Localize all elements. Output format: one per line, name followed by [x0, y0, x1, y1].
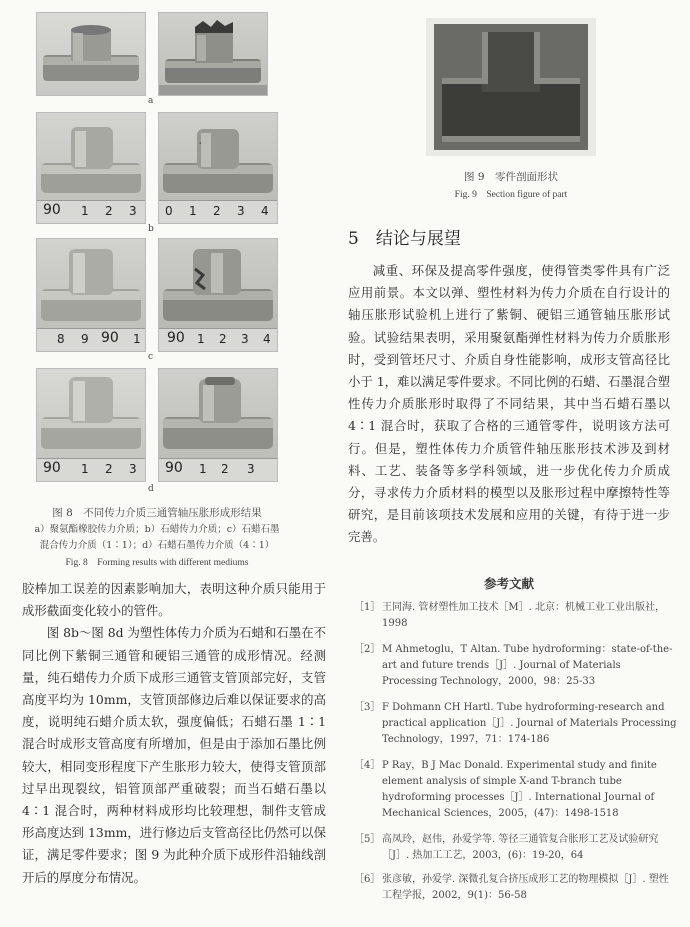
reference-number: ［5］ [354, 834, 381, 845]
ruler [159, 458, 277, 481]
reference-item-6 [354, 872, 674, 906]
ruler-tick-label: 1 [133, 332, 141, 346]
fig8a-left-photo [36, 12, 146, 96]
ruler [159, 328, 277, 351]
reference-item-4 [354, 758, 674, 824]
ruler-tick-label: 1 [189, 204, 197, 218]
ruler-tick-label: 0 [165, 204, 173, 218]
ruler-tick-label: 2 [213, 204, 221, 218]
fig8-sublabel-a: a [148, 96, 154, 106]
reference-number: ［6］ [354, 874, 381, 885]
fig8d-right-photo [158, 368, 278, 482]
reference-item-2 [354, 642, 674, 692]
fig8b-right-photo [158, 112, 278, 224]
fig8b-left-photo [36, 112, 146, 224]
tee-section-image [426, 18, 596, 156]
ruler-tick-label: 3 [247, 462, 255, 476]
reference-number: ［4］ [354, 760, 381, 771]
ruler-tick-label: 90 [101, 330, 119, 346]
ruler-tick-label: 8 [57, 332, 65, 346]
ruler-tick-label: 1 [199, 462, 207, 476]
reference-number: ［2］ [354, 644, 381, 655]
reference-item-1 [354, 600, 674, 634]
ruler-tick-label: 3 [241, 332, 249, 346]
ruler-tick-label: 2 [219, 332, 227, 346]
reference-text: P Ray，B J Mac Donald. Experimental study and finite element analysis of simple X-and T-branch tube hydroforming processes［J］. International Journal of Mechanical Sciences，2005，(47)：1498-1518 [382, 760, 657, 819]
section-5-title: 5 结论与展望 [348, 229, 461, 249]
fig8-caption-cn: 图 8 不同传力介质三通管轴压胀形成形结果 [52, 507, 262, 519]
conclusion-paragraph: 减重、环保及提高零件强度，使得管类零件具有广泛应用前景。本文以弹、塑性材料为传力介质在自行设计的轴压胀形试验机上进行了紫铜、硬铝三通管轴压胀形试验。试验结果表明，采用聚氨酯弹性材料为传力介质胀形时，受到管坯尺寸、介质自身性能影响，成形支管高径比小于 1，难以满足零件要求。不同比例的石蜡、石墨混合塑性传力介质胀形时取得了不同结果，其中当石蜡石墨以 4∶1 混合时，获取了合格的三通管零件，说明该方法可行。但是，塑性体传力介质管件轴压胀形技术涉及到材料、工艺、装备等多学科领域，进一步优化传力介质成分，寻求传力介质材料的模型以及胀形过程中摩擦特性等研究，是目前该项技术发展和应用的关键，有待于进一步完善。 [348, 263, 670, 545]
ruler-tick-label: 4 [263, 332, 271, 346]
reference-text: F Dohmann CH Hartl. Tube hydroforming-research and practical application［J］. Journal of Materials Processing Technology，1997，71：174-186 [382, 702, 677, 745]
reference-text: M Ahmetoglu，T Altan. Tube hydroforming：state-of-the-art and future trends［J］. Journal of Materials Processing Technology，2000，98：25-33 [382, 644, 673, 687]
fig8c-right-photo [158, 238, 278, 352]
fig8-caption-detail-2: 混合传力介质（1∶1）；d）石蜡石墨传力介质（4∶1） [39, 540, 275, 551]
ruler-tick-label: 90 [43, 460, 61, 476]
ruler-tick-label: 90 [43, 202, 61, 218]
reference-number: ［1］ [354, 602, 381, 613]
section-5-paragraph [348, 260, 670, 549]
fig8-caption-en: Fig. 8 Forming results with different mediums [65, 558, 249, 568]
ruler-tick-label: 3 [129, 462, 137, 476]
ruler-tick-label: 1 [81, 204, 89, 218]
ruler-tick-label: 3 [129, 204, 137, 218]
ruler-tick-label: 1 [197, 332, 205, 346]
reference-item-5 [354, 832, 674, 866]
references-heading: 参考文献 [483, 576, 534, 591]
reference-text: 高凤玲，赵伟，孙爱学等. 等径三通管复合胀形工艺及试验研究［J］. 热加工工艺，2003，(6)：19-20，64 [382, 834, 659, 861]
ruler [37, 458, 145, 481]
fig9-caption-en: Fig. 9 Section figure of part [454, 190, 568, 200]
ruler-tick-label: 4 [261, 204, 269, 218]
ruler [159, 200, 277, 223]
fig8a-right-photo [158, 12, 268, 96]
fig9-caption-cn: 图 9 零件剖面形状 [463, 171, 559, 183]
tee-pipe-image [159, 13, 267, 95]
ruler-tick-label: 9 [81, 332, 89, 346]
ruler-tick-label: 2 [221, 462, 229, 476]
fig8-sublabel-d: d [148, 484, 154, 494]
fig8-sublabel-c: c [148, 352, 154, 362]
reference-number: ［3］ [354, 702, 381, 713]
ruler [37, 200, 145, 223]
reference-text: 王同海. 管材塑性加工技术［M］. 北京：机械工业工业出版社，1998 [382, 602, 665, 629]
tee-pipe-image [37, 13, 145, 95]
reference-text: 张彦敏，孙爱学. 深微孔复合挤压成形工艺的物理模拟［J］. 塑性工程学报，2002，9(1)：56-58 [382, 874, 669, 901]
fig8d-left-photo [36, 368, 146, 482]
fig9-section-photo [426, 18, 596, 156]
fig8c-left-photo [36, 238, 146, 352]
fig8-caption-detail-1: a）聚氨酯橡胶传力介质；b）石蜡传力介质；c）石蜡石墨 [34, 524, 280, 535]
ruler-tick-label: 2 [105, 462, 113, 476]
ruler-tick-label: 90 [165, 460, 183, 476]
ruler [37, 328, 145, 351]
ruler-tick-label: 90 [167, 330, 185, 346]
fig8-sublabel-b: b [148, 224, 154, 234]
ruler-tick-label: 3 [237, 204, 245, 218]
reference-item-3 [354, 700, 677, 750]
left-text-block [22, 578, 326, 889]
ruler-tick-label: 2 [105, 204, 113, 218]
paragraph-continuation: 胶棒加工误差的因素影响加大，表明这种介质只能用于成形截面变化较小的管件。 [22, 581, 326, 619]
ruler-tick-label: 1 [81, 462, 89, 476]
paragraph-fig8-discussion: 图 8b～图 8d 为塑性体传力介质为石蜡和石墨在不同比例下紫铜三通管和硬铝三通管的成形情况。经测量，纯石蜡传力介质下成形三通管支管顶部完好，支管高度平均为 10mm，支管顶部修边后难以保证要求的高度，说明纯石蜡介质太软，强度偏低；石蜡石墨 1∶1 混合时成形支管高度有所增加，但是由于添加石墨比例较大，相同变形程度下产生胀形力较大，使得支管顶部过早出现裂纹，铝管顶部严重破裂；而当石蜡石墨以 4∶1 混合时，两种材料成形均比较理想，制件支管成形高度达到 13mm，进行修边后支管高径比仍然可以保证，满足零件要求；图 9 为此种介质下成形件沿轴线剖开后的厚度分布情况。 [22, 625, 326, 885]
